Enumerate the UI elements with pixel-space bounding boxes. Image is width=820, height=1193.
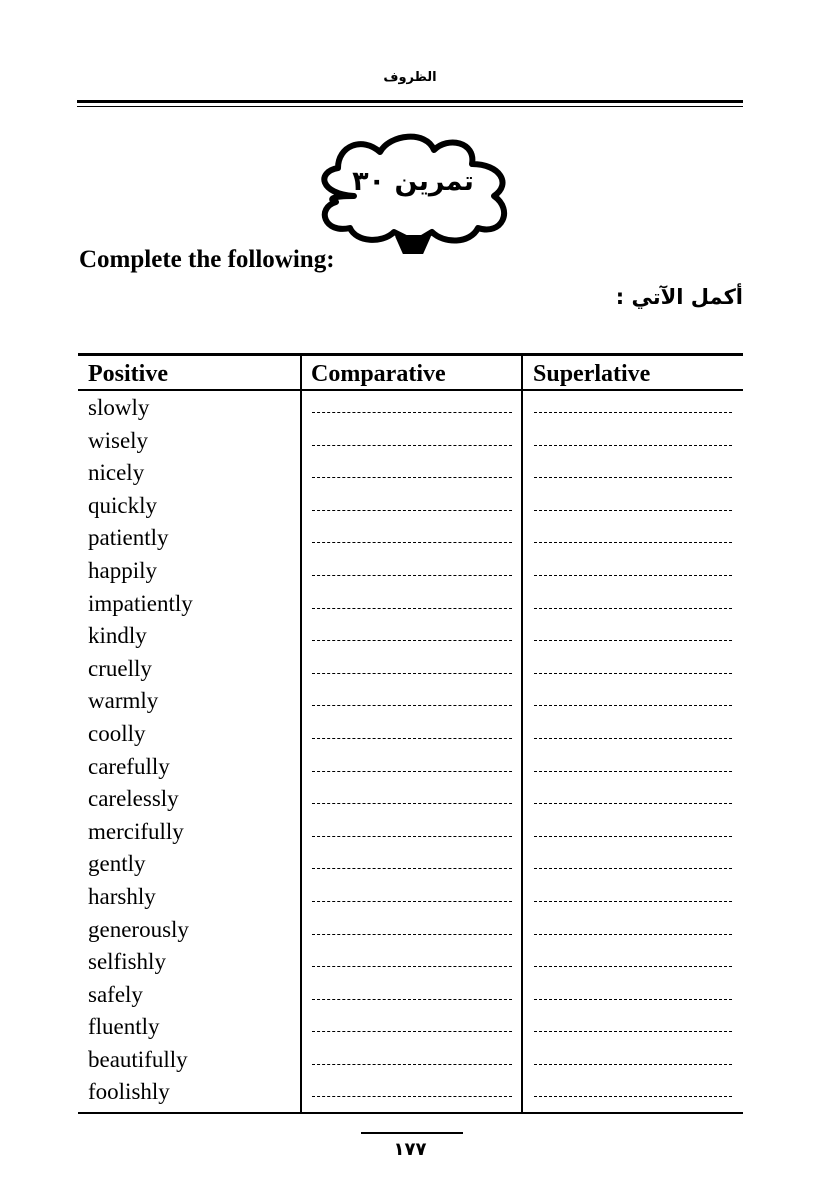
comparative-blank [312,542,512,543]
table-row [78,557,743,590]
positive-adverb: kindly [88,623,147,649]
positive-adverb: fluently [88,1014,160,1040]
table-row [78,720,743,753]
superlative-blank [534,412,732,413]
comparative-blank [312,673,512,674]
table-row [78,492,743,525]
positive-adverb: carefully [88,753,170,779]
table-body [78,394,743,1111]
instruction-english: Complete the following: [79,246,335,273]
comparative-blank [312,999,512,1000]
positive-adverb: selfishly [88,949,166,975]
superlative-blank [534,608,732,609]
superlative-blank [534,901,732,902]
superlative-blank [534,771,732,772]
header-rule [77,100,743,103]
instruction-arabic: أكمل الآتي : [615,285,743,309]
comparative-blank [312,836,512,837]
comparative-blank [312,966,512,967]
positive-adverb: nicely [88,460,145,486]
superlative-blank [534,705,732,706]
comparative-blank [312,412,512,413]
superlative-blank [534,1064,732,1065]
table-row [78,622,743,655]
positive-adverb: quickly [88,492,157,518]
positive-adverb: cruelly [88,655,152,681]
table-row [78,981,743,1014]
table-row [78,1046,743,1079]
comparative-blank [312,575,512,576]
comparative-blank [312,705,512,706]
column-header-superlative: Superlative [533,361,651,387]
superlative-blank [534,542,732,543]
exercise-title: تمرين ٣٠ [352,166,474,197]
comparative-blank [312,1096,512,1097]
comparative-blank [312,868,512,869]
running-header-title: الظروف [383,70,437,85]
table-row [78,427,743,460]
table-row [78,524,743,557]
positive-adverb: patiently [88,525,169,551]
table-row [78,850,743,883]
table-row [78,916,743,949]
positive-adverb: foolishly [88,1079,170,1105]
superlative-blank [534,640,732,641]
positive-adverb: mercifully [88,818,184,844]
comparative-blank [312,477,512,478]
comparative-blank [312,510,512,511]
table-row [78,785,743,818]
positive-adverb: happily [88,557,157,583]
table-row [78,655,743,688]
superlative-blank [534,445,732,446]
positive-adverb: beautifully [88,1046,188,1072]
superlative-blank [534,738,732,739]
column-header-positive: Positive [88,361,168,387]
superlative-blank [534,966,732,967]
table-row [78,818,743,851]
comparative-blank [312,608,512,609]
positive-adverb: harshly [88,883,156,909]
positive-adverb: safely [88,981,143,1007]
positive-adverb: generously [88,916,189,942]
footer-rule [361,1132,463,1134]
superlative-blank [534,477,732,478]
positive-adverb: gently [88,851,146,877]
positive-adverb: coolly [88,720,146,746]
positive-adverb: impatiently [88,590,193,616]
superlative-blank [534,575,732,576]
superlative-blank [534,868,732,869]
positive-adverb: warmly [88,688,159,714]
superlative-blank [534,836,732,837]
table-row [78,590,743,623]
comparative-blank [312,738,512,739]
positive-adverb: slowly [88,395,150,420]
positive-adverb: carelessly [88,786,179,812]
table-row [78,948,743,981]
comparative-blank [312,1031,512,1032]
header-divider [78,389,743,391]
table-row [78,1013,743,1046]
comparative-blank [312,901,512,902]
table-row [78,1078,743,1111]
positive-adverb: wisely [88,427,149,453]
comparative-blank [312,934,512,935]
superlative-blank [534,934,732,935]
table-row [78,753,743,786]
header-rule-thin [77,106,743,107]
superlative-blank [534,510,732,511]
table-row [78,687,743,720]
table-row [78,883,743,916]
degrees-table [78,353,743,1114]
superlative-blank [534,1031,732,1032]
superlative-blank [534,999,732,1000]
comparative-blank [312,640,512,641]
table-row [78,459,743,492]
page-number: ١٧٧ [393,1139,427,1160]
comparative-blank [312,445,512,446]
comparative-blank [312,771,512,772]
superlative-blank [534,803,732,804]
superlative-blank [534,1096,732,1097]
comparative-blank [312,803,512,804]
comparative-blank [312,1064,512,1065]
superlative-blank [534,673,732,674]
table-row [78,394,743,427]
column-header-comparative: Comparative [311,361,446,387]
